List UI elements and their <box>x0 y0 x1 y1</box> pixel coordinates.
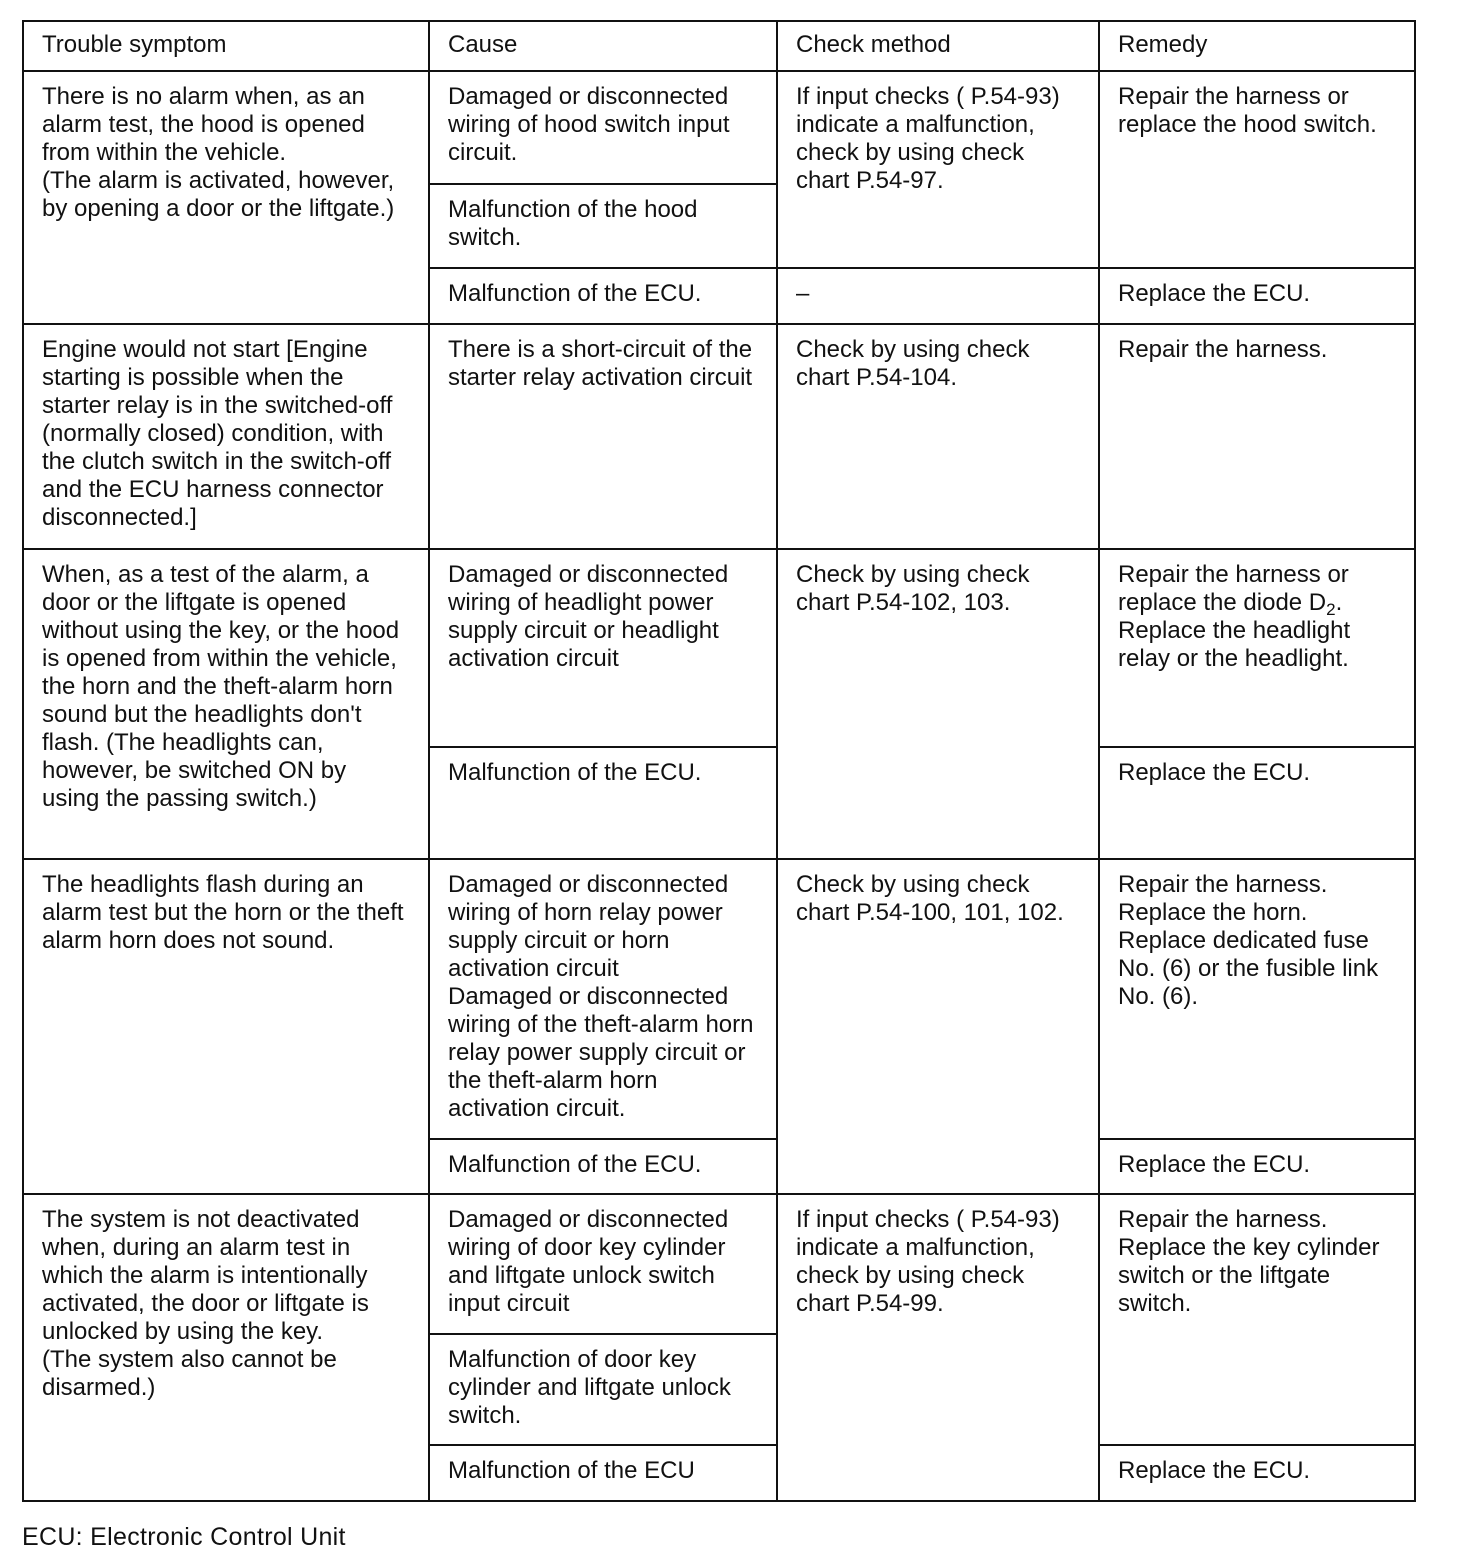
table-row <box>23 859 1415 1139</box>
symptom-cell: The system is not deactivated when, during an alarm test in which the alarm is intentionally activated, the door or liftgate is unlocked by using the key. (The system also cannot be disarmed.) <box>23 1194 429 1501</box>
cause-cell: Malfunction of the ECU <box>429 1445 777 1501</box>
remedy-text: Repair the harness or replace the diode D <box>1118 561 1349 616</box>
remedy-text: Repair the harness. <box>1118 871 1328 898</box>
remedy-cell: Replace the ECU. <box>1099 1445 1415 1501</box>
table-row <box>23 549 1415 747</box>
remedy-cell <box>1099 859 1415 1139</box>
remedy-text: Replace the headlight relay or the headlight. <box>1118 617 1351 672</box>
check-method-cell: – <box>777 268 1099 324</box>
check-method-cell: If input checks ( P.54-93) indicate a malfunction, check by using check chart P.54-97. <box>777 71 1099 268</box>
table-row <box>23 71 1415 184</box>
remedy-cell: Replace the ECU. <box>1099 268 1415 324</box>
cause-text: Damaged or disconnected wiring of horn relay power supply circuit or horn activation circuit <box>448 871 729 982</box>
header-row <box>23 21 1415 71</box>
check-method-cell: If input checks ( P.54-93) indicate a malfunction, check by using check chart P.54-99. <box>777 1194 1099 1501</box>
remedy-cell: Replace the ECU. <box>1099 1139 1415 1194</box>
cause-cell: Malfunction of the ECU. <box>429 747 777 859</box>
remedy-text: . <box>1335 589 1343 616</box>
cause-cell: There is a short-circuit of the starter relay activation circuit <box>429 324 777 549</box>
check-method-cell: Check by using check chart P.54-102, 103. <box>777 549 1099 859</box>
cause-cell: Malfunction of door key cylinder and liftgate unlock switch. <box>429 1334 777 1445</box>
symptom-cell: Engine would not start [Engine starting is possible when the starter relay is in the switched-off (normally closed) condition, with the clutch switch in the switch-off and the ECU harness connector disconnected.] <box>23 324 429 549</box>
symptom-cell: There is no alarm when, as an alarm test, the hood is opened from within the vehicle. (The alarm is activated, however, by opening a door or the liftgate.) <box>23 71 429 324</box>
symptom-cell: The headlights flash during an alarm test but the horn or the theft alarm horn does not sound. <box>23 859 429 1194</box>
header-remedy: Remedy <box>1099 21 1415 71</box>
table-row <box>23 324 1415 549</box>
footnote-ecu: ECU: Electronic Control Unit <box>22 1523 346 1551</box>
remedy-text: Repair the harness. <box>1118 1206 1328 1233</box>
check-method-cell: Check by using check chart P.54-104. <box>777 324 1099 549</box>
cause-cell: Malfunction of the ECU. <box>429 1139 777 1194</box>
troubleshooting-table <box>22 20 1416 1502</box>
cause-text: Damaged or disconnected wiring of the theft-alarm horn relay power supply circuit or the theft-alarm horn activation circuit. <box>448 983 754 1122</box>
cause-cell <box>429 859 777 1139</box>
cause-cell: Damaged or disconnected wiring of headlight power supply circuit or headlight activation circuit <box>429 549 777 747</box>
remedy-cell: Repair the harness or replace the hood switch. <box>1099 71 1415 268</box>
header-cause: Cause <box>429 21 777 71</box>
header-trouble-symptom: Trouble symptom <box>23 21 429 71</box>
remedy-text: Replace the horn. <box>1118 899 1308 926</box>
remedy-cell: Repair the harness. <box>1099 324 1415 549</box>
remedy-cell: Replace the ECU. <box>1099 747 1415 859</box>
symptom-cell: When, as a test of the alarm, a door or the liftgate is opened without using the key, or the hood is opened from within the vehicle, the horn and the theft-alarm horn sound but the headlights don't flash. (The headlights can, however, be switched ON by using the passing switch.) <box>23 549 429 859</box>
header-check-method: Check method <box>777 21 1099 71</box>
cause-cell: Damaged or disconnected wiring of hood switch input circuit. <box>429 71 777 184</box>
table-row <box>23 1194 1415 1334</box>
cause-cell: Damaged or disconnected wiring of door key cylinder and liftgate unlock switch input circuit <box>429 1194 777 1334</box>
remedy-text: Replace dedicated fuse No. (6) or the fusible link No. (6). <box>1118 927 1379 1010</box>
remedy-text: Replace the key cylinder switch or the liftgate switch. <box>1118 1234 1380 1317</box>
cause-cell: Malfunction of the ECU. <box>429 268 777 324</box>
check-method-cell: Check by using check chart P.54-100, 101, 102. <box>777 859 1099 1194</box>
remedy-cell <box>1099 549 1415 747</box>
remedy-cell <box>1099 1194 1415 1445</box>
cause-cell: Malfunction of the hood switch. <box>429 184 777 268</box>
diode-subscript: 2 <box>1326 600 1336 619</box>
